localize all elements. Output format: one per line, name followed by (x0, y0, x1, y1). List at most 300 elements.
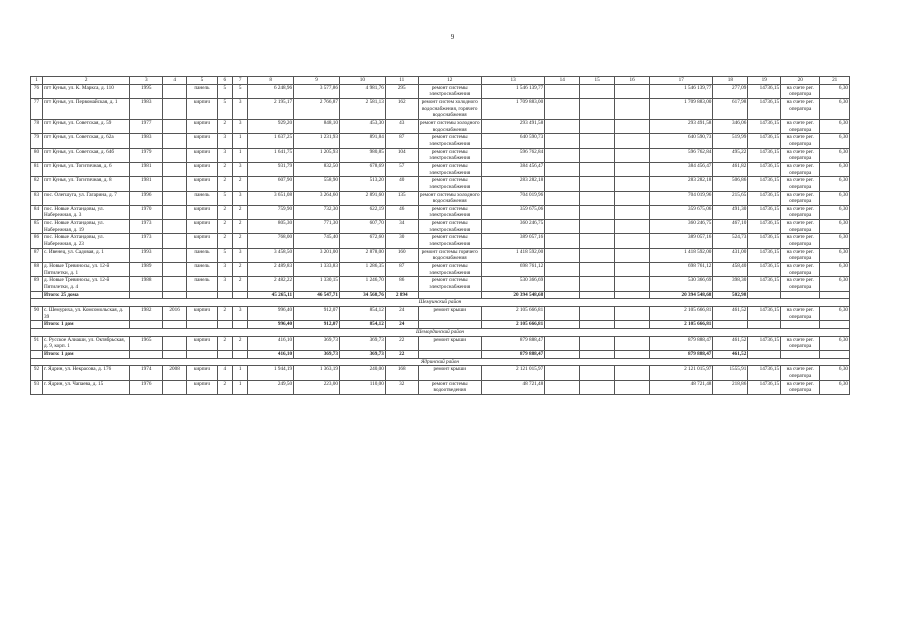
table-cell: 1996 (130, 191, 163, 205)
table-cell: 91 (31, 336, 43, 350)
table-cell: кирпич (187, 336, 218, 350)
column-number-cell: 8 (248, 77, 294, 85)
table-cell: ремонт системы электроснабжения (418, 177, 481, 191)
table-cell (545, 380, 580, 394)
table-cell (31, 291, 43, 299)
table-cell: 2 (217, 162, 232, 176)
table-cell: 6,30 (820, 119, 850, 133)
table-cell: 2 105 666,81 (481, 307, 544, 321)
table-cell: на счете рег. оператора (781, 307, 820, 321)
table-cell (163, 191, 187, 205)
column-number-cell: 10 (339, 77, 385, 85)
table-row (31, 263, 850, 277)
table-cell: 458,40 (713, 263, 748, 277)
table-cell: 1979 (130, 148, 163, 162)
table-cell: 2 581,13 (339, 98, 385, 119)
table-cell: ремонт системы электроснабжения (418, 234, 481, 248)
table-cell: 607,90 (248, 177, 294, 191)
table-cell: 104 (385, 148, 418, 162)
table-cell: 678,69 (339, 162, 385, 176)
table-cell (580, 277, 615, 291)
column-number-cell: 6 (217, 77, 232, 85)
table-cell: 1983 (130, 134, 163, 148)
table-cell (580, 148, 615, 162)
table-cell: 1 709 883,00 (481, 98, 544, 119)
column-number-cell: 14 (545, 77, 580, 85)
table-cell: 3 458,50 (248, 248, 294, 262)
table-cell (545, 220, 580, 234)
table-cell: 2 894 (385, 291, 418, 299)
table-cell: 6,30 (820, 177, 850, 191)
table-cell: 5 (217, 84, 232, 98)
table-cell: 34 568,76 (339, 291, 385, 299)
table-cell (217, 321, 232, 329)
table-cell (615, 84, 650, 98)
table-cell: 1977 (130, 119, 163, 133)
table-cell: 3 (232, 162, 247, 176)
table-cell: на счете рег. оператора (781, 248, 820, 262)
table-cell: 369,73 (294, 350, 340, 358)
column-number-cell: 20 (781, 77, 820, 85)
table-cell (163, 84, 187, 98)
table-cell: 369,73 (294, 336, 340, 350)
table-cell: 2016 (163, 307, 187, 321)
table-cell (615, 205, 650, 219)
table-cell: 14736,15 (748, 162, 781, 176)
table-cell: 5 (217, 248, 232, 262)
table-row (31, 191, 850, 205)
table-cell: 596 762,84 (481, 148, 544, 162)
table-cell: 2 (232, 263, 247, 277)
table-cell: на счете рег. оператора (781, 366, 820, 380)
district-title: Ядринский район (31, 358, 850, 366)
table-cell: с. Шемуриха, ул. Комсомольская, д. 39 (43, 307, 130, 321)
table-cell: 3 (232, 307, 247, 321)
table-cell (187, 350, 218, 358)
table-row (31, 277, 850, 291)
table-cell: 453,30 (339, 119, 385, 133)
table-cell: д. Новые Тревиносы, ул. 12-й Пятилетки, д. 4 (43, 277, 130, 291)
table-cell: панель (187, 191, 218, 205)
table-cell (820, 350, 850, 358)
table-row (31, 84, 850, 98)
table-cell (615, 119, 650, 133)
table-cell: 40 (385, 177, 418, 191)
table-cell: 732,30 (294, 205, 340, 219)
table-cell: 3 651,08 (248, 191, 294, 205)
table-cell: 640 590,73 (650, 134, 713, 148)
table-cell: 1 418 592,00 (650, 248, 713, 262)
table-cell: 2 (217, 307, 232, 321)
table-cell: 1989 (130, 263, 163, 277)
column-number-cell: 16 (615, 77, 650, 85)
table-cell (545, 205, 580, 219)
table-cell: 461,52 (713, 307, 748, 321)
table-cell: 57 (385, 162, 418, 176)
table-cell (580, 336, 615, 350)
table-cell: 215,65 (713, 191, 748, 205)
table-cell: 360 246,75 (650, 220, 713, 234)
table-cell: 1 246,70 (339, 277, 385, 291)
table-cell (545, 307, 580, 321)
table-cell (580, 98, 615, 119)
table-cell: 162 (385, 98, 418, 119)
table-cell (580, 291, 615, 299)
table-cell: 759,90 (248, 205, 294, 219)
table-cell: ремонт крыши (418, 366, 481, 380)
table-cell: 76 (31, 84, 43, 98)
table-row (31, 248, 850, 262)
table-cell: 6,30 (820, 148, 850, 162)
table-cell (545, 162, 580, 176)
table-cell: пос. Новые Ахтандовы, ул. Набережная, д. 19 (43, 220, 130, 234)
table-cell: 43 (385, 119, 418, 133)
table-cell: 1 363,19 (294, 366, 340, 380)
table-cell (545, 134, 580, 148)
table-cell: 1 418 592,00 (481, 248, 544, 262)
table-cell: на счете рег. оператора (781, 119, 820, 133)
table-cell: 891,84 (339, 134, 385, 148)
table-cell (31, 321, 43, 329)
district-section-row (31, 328, 850, 336)
table-cell (615, 366, 650, 380)
table-cell: 110,00 (339, 380, 385, 394)
table-row (31, 307, 850, 321)
table-cell: 1976 (130, 380, 163, 394)
table-cell: 2 121 015,97 (481, 366, 544, 380)
table-cell: 530 366,69 (650, 277, 713, 291)
table-cell: 389 057,16 (650, 234, 713, 248)
column-number-cell: 12 (418, 77, 481, 85)
table-cell (615, 380, 650, 394)
table-cell (615, 350, 650, 358)
table-cell: 771,30 (294, 220, 340, 234)
table-cell (545, 248, 580, 262)
table-cell: 2 891,60 (339, 191, 385, 205)
table-cell: на счете рег. оператора (781, 277, 820, 291)
table-cell: ремонт системы холодного водоснабжения (419, 191, 480, 205)
table-cell: 46 (385, 205, 418, 219)
table-cell: 607,70 (339, 220, 385, 234)
table-cell (163, 277, 187, 291)
table-cell: 2 105 666,81 (650, 321, 713, 329)
table-cell: на счете рег. оператора (781, 205, 820, 219)
subtotal-row (31, 321, 850, 329)
table-cell: 1974 (130, 366, 163, 380)
table-cell: 1 637,25 (248, 134, 294, 148)
table-cell: 14736,15 (748, 307, 781, 321)
table-cell (615, 291, 650, 299)
table-cell: на счете рег. оператора (781, 234, 820, 248)
table-cell: 84 (31, 205, 43, 219)
table-cell: 2 (217, 220, 232, 234)
table-cell: 502,98 (713, 291, 748, 299)
table-cell: 384 456,47 (481, 162, 544, 176)
table-cell: 249,50 (248, 380, 294, 394)
table-cell: 2 766,87 (294, 98, 340, 119)
table-cell: 3 201,00 (294, 248, 340, 262)
table-cell: 240,00 (339, 366, 385, 380)
table-cell: 832,50 (294, 162, 340, 176)
table-cell: 461,52 (713, 350, 748, 358)
table-cell: 398,30 (713, 277, 748, 291)
table-cell (545, 191, 580, 205)
table-cell: панель (187, 277, 218, 291)
table-cell: 24 (385, 307, 418, 321)
table-cell: пос. Новые Ахтандовы, ул. Набережная, д. 23 (43, 234, 130, 248)
table-cell: 2 121 015,97 (650, 366, 713, 380)
table-cell (545, 148, 580, 162)
table-cell: 1555,91 (713, 366, 748, 380)
table-cell (545, 263, 580, 277)
table-cell: 2 489,83 (248, 263, 294, 277)
table-cell: 1 333,83 (294, 263, 340, 277)
table-cell: 6,30 (820, 366, 850, 380)
table-cell: ремонт системы электроснабжения (418, 162, 481, 176)
table-cell: 87 (385, 263, 418, 277)
table-cell: на счете рег. оператора (781, 98, 820, 119)
table-cell (163, 336, 187, 350)
column-number-cell: 9 (294, 77, 340, 85)
table-cell: 3 (232, 98, 247, 119)
table-cell (820, 321, 850, 329)
table-row (31, 205, 850, 219)
table-cell: 467,10 (713, 220, 748, 234)
table-cell: 6,30 (820, 84, 850, 98)
table-cell: ремонт системы электроснабжения (418, 134, 481, 148)
table-cell: на счете рег. оператора (781, 177, 820, 191)
table-cell: 491,30 (713, 205, 748, 219)
table-cell: на счете рег. оператора (781, 336, 820, 350)
table-cell: 6,30 (820, 205, 850, 219)
table-cell: 5 (217, 191, 232, 205)
table-cell (615, 321, 650, 329)
table-cell (418, 350, 481, 358)
table-cell: 1981 (130, 177, 163, 191)
table-cell: кирпич (187, 307, 218, 321)
table-row (31, 177, 850, 191)
table-cell: 46 547,71 (294, 291, 340, 299)
table-cell (545, 84, 580, 98)
table-cell (615, 307, 650, 321)
table-cell: 293 491,58 (481, 119, 544, 133)
column-number-cell: 7 (232, 77, 247, 85)
table-cell: 2 (232, 220, 247, 234)
table-cell (232, 350, 247, 358)
table-cell: 1995 (130, 84, 163, 98)
table-cell: кирпич (187, 366, 218, 380)
table-cell: 2 (232, 336, 247, 350)
table-cell: Итого: 1 дом (43, 350, 130, 358)
table-cell: кирпич (187, 98, 218, 119)
table-cell (545, 321, 580, 329)
table-cell (163, 119, 187, 133)
table-cell: 88 (31, 263, 43, 277)
table-cell (748, 321, 781, 329)
table-cell (163, 248, 187, 262)
table-cell (615, 277, 650, 291)
table-cell: пос. Новые Ахтандовы, ул. Набережная, д. 3 (43, 205, 130, 219)
table-cell: 2 105 666,81 (650, 307, 713, 321)
table-cell: пгт Кунья, ул. Тогитичная, д. 8 (43, 177, 130, 191)
table-cell: кирпич (187, 119, 218, 133)
table-cell: 622,19 (339, 205, 385, 219)
table-cell: 1 944,19 (248, 366, 294, 380)
table-cell: ремонт систем холодного водоснабжения, горячего водоснабжения (418, 98, 481, 119)
table-cell (187, 321, 218, 329)
table-cell: на счете рег. оператора (781, 191, 820, 205)
table-cell (580, 350, 615, 358)
table-cell: 369,73 (339, 336, 385, 350)
table-cell: 93 (31, 380, 43, 394)
table-cell: 14736,15 (748, 220, 781, 234)
table-cell: 14736,15 (748, 177, 781, 191)
table-cell: 524,73 (713, 234, 748, 248)
table-cell: 223,00 (294, 380, 340, 394)
table-cell: 6,30 (820, 336, 850, 350)
table-cell: 14736,15 (748, 84, 781, 98)
table-cell: 14736,15 (748, 234, 781, 248)
table-cell: с. Ивенец, ул. Садовая, д. 1 (43, 248, 130, 262)
table-cell (130, 291, 163, 299)
table-cell: 1965 (130, 336, 163, 350)
table-cell (615, 191, 650, 205)
table-cell: 6,30 (820, 162, 850, 176)
table-cell: 931,79 (248, 162, 294, 176)
table-row (31, 98, 850, 119)
table-cell (615, 148, 650, 162)
table-row (31, 119, 850, 133)
table-cell: 168 (385, 366, 418, 380)
table-cell: 848,10 (294, 119, 340, 133)
table-cell: 14736,15 (748, 191, 781, 205)
table-cell: 1 231,93 (294, 134, 340, 148)
table-cell: г. Ядрин, ул. Чапаева, д. 15 (43, 380, 130, 394)
table-cell: пгт Кунья, ул. Советская, д. 62а (43, 134, 130, 148)
table-row (31, 380, 850, 394)
table-cell: ремонт системы горячего водоснабжения (418, 248, 481, 262)
table-cell (781, 350, 820, 358)
table-cell (615, 177, 650, 191)
district-title: Шемуинский район (31, 299, 850, 307)
table-cell: 879 888,47 (481, 336, 544, 350)
table-cell: 6,30 (820, 277, 850, 291)
table-row (31, 234, 850, 248)
table-cell: пгт Кунья, ул. Тогитичная, д. 6 (43, 162, 130, 176)
table-cell: 6,30 (820, 263, 850, 277)
table-cell (580, 234, 615, 248)
table-cell: 295 (385, 84, 418, 98)
column-number-cell: 3 (130, 77, 163, 85)
table-cell: 768,00 (248, 234, 294, 248)
table-row (31, 366, 850, 380)
table-cell: 3 (232, 119, 247, 133)
table-cell (580, 263, 615, 277)
table-cell (580, 321, 615, 329)
table-cell (31, 350, 43, 358)
table-cell: 4 (217, 366, 232, 380)
table-cell (580, 366, 615, 380)
table-cell (163, 205, 187, 219)
table-cell (163, 321, 187, 329)
table-cell: 805,30 (248, 220, 294, 234)
table-cell: 495,22 (713, 148, 748, 162)
table-cell (163, 350, 187, 358)
table-cell (580, 191, 615, 205)
table-cell (781, 291, 820, 299)
table-cell: 14736,15 (748, 148, 781, 162)
table-cell: 135 (385, 191, 418, 205)
table-cell: 384 456,47 (650, 162, 713, 176)
table-cell: 6,30 (820, 234, 850, 248)
table-cell: 1973 (130, 220, 163, 234)
table-cell: 283 282,18 (481, 177, 544, 191)
table-cell (545, 366, 580, 380)
table-cell (615, 234, 650, 248)
table-cell: 77 (31, 98, 43, 119)
table-cell: кирпич (187, 380, 218, 394)
table-cell: 22 (385, 336, 418, 350)
table-row (31, 220, 850, 234)
table-cell: 2 (217, 177, 232, 191)
table-cell: 78 (31, 119, 43, 133)
table-cell: 14736,15 (748, 366, 781, 380)
table-cell: 854,12 (339, 307, 385, 321)
table-cell (163, 380, 187, 394)
table-cell: Итого: 1 дом (43, 321, 130, 329)
table-cell: 996,40 (248, 321, 294, 329)
table-cell: кирпич (187, 162, 218, 176)
table-cell: с. Русское Алиаши, ул. Октябрьская, д. 9, корп. 1 (43, 336, 130, 350)
table-cell: 2 482,22 (248, 277, 294, 291)
table-cell: 416,10 (248, 350, 294, 358)
table-cell: 85 (31, 220, 43, 234)
district-title: Шемординский район (31, 328, 850, 336)
table-cell: 90 (31, 307, 43, 321)
table-cell: ремонт системы холодного водоснабжения (419, 119, 480, 133)
table-cell (545, 177, 580, 191)
table-row (31, 336, 850, 350)
table-cell: 416,10 (248, 336, 294, 350)
table-cell: 6,30 (820, 191, 850, 205)
table-cell: 1 641,75 (248, 148, 294, 162)
table-cell: 3 577,86 (294, 84, 340, 98)
table-cell: 80 (31, 148, 43, 162)
table-cell: 86 (31, 234, 43, 248)
table-cell (163, 177, 187, 191)
table-cell: 513,20 (339, 177, 385, 191)
table-cell: 1 (232, 134, 247, 148)
table-cell: кирпич (187, 148, 218, 162)
table-cell: кирпич (187, 177, 218, 191)
table-cell (713, 321, 748, 329)
table-cell: на счете рег. оператора (781, 84, 820, 98)
table-cell (545, 350, 580, 358)
table-cell: 359 675,06 (481, 205, 544, 219)
table-cell (781, 321, 820, 329)
table-cell: 1 546 139,77 (650, 84, 713, 98)
table-cell: на счете рег. оператора (781, 148, 820, 162)
table-cell: 3 264,60 (294, 191, 340, 205)
table-cell: 2 878,00 (339, 248, 385, 262)
table-cell: 1 330,15 (294, 277, 340, 291)
table-cell: панель (187, 84, 218, 98)
table-cell: 3 (217, 263, 232, 277)
table-cell: 2 (232, 234, 247, 248)
table-cell (163, 98, 187, 119)
table-cell: 14736,15 (748, 263, 781, 277)
table-cell: панель (187, 248, 218, 262)
